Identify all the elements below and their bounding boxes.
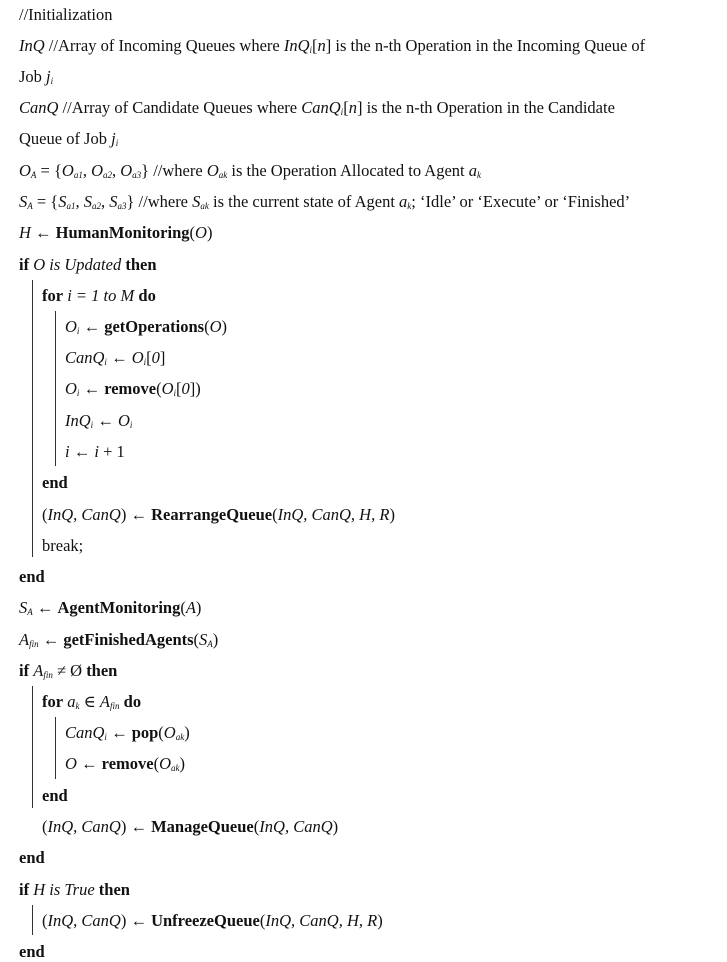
function-name: pop <box>131 723 159 742</box>
var-canq: CanQ <box>293 817 333 836</box>
var-r: R <box>367 911 378 930</box>
var-canq: CanQ <box>311 505 351 524</box>
break-line <box>42 536 83 556</box>
index: 0 <box>151 348 160 367</box>
var-a: a <box>399 192 408 211</box>
var-h: H <box>359 505 372 524</box>
subscript: ak <box>200 201 209 211</box>
get-finished-agents-line: $A_{fin}$ ← $getFinishedAgents(S_A)$ <box>19 630 219 649</box>
subscript: i <box>309 45 313 55</box>
var-s: S <box>192 192 201 211</box>
inq-definition: InQ //Array of Incoming Queues where InQ$_i$[n] is the n-th Operation in the Incoming Queue of <box>19 36 646 55</box>
if-human-true <box>19 880 130 900</box>
subscript: i <box>76 326 80 336</box>
var-o: O <box>161 379 174 398</box>
function-name: ManageQueue <box>151 817 254 836</box>
var-n: n <box>317 36 326 55</box>
var-canqi: CanQ <box>65 723 105 742</box>
subscript: i <box>129 420 133 430</box>
var-o: O <box>209 317 222 336</box>
var-o: O <box>120 161 133 180</box>
var-h: H <box>19 223 31 242</box>
subscript: a1 <box>66 201 76 211</box>
text: , <box>303 505 312 524</box>
pop-line: CanQ$_i$ ← $pop(O_{ak})$ <box>65 723 190 742</box>
block-bar-for-agent <box>55 717 56 779</box>
text: , <box>112 161 121 180</box>
var-canqi: CanQ <box>301 98 341 117</box>
manage-queue-line: (InQ, CanQ) ← ManageQueue(InQ, CanQ) <box>42 817 339 836</box>
subscript: fin <box>43 670 53 680</box>
comment-text: //where <box>134 192 193 211</box>
function-name: HumanMonitoring <box>55 223 190 242</box>
var-s: S <box>199 630 208 649</box>
end-if-finished <box>19 848 45 868</box>
text: = { <box>32 192 59 211</box>
comment-text: is the Operation Allocated to Agent <box>227 161 469 180</box>
var-j: j <box>46 67 51 86</box>
text: , <box>371 505 380 524</box>
keyword-then: then <box>125 255 157 274</box>
comment-text: //Array of Candidate Queues where <box>58 98 302 117</box>
var-canq: CanQ <box>81 911 121 930</box>
var-h: H <box>33 880 46 899</box>
subscript: a2 <box>103 170 112 180</box>
subscript: fin <box>110 701 120 711</box>
subscript: k <box>75 701 80 711</box>
text: ≠ Ø <box>52 661 87 680</box>
condition: is True <box>49 880 95 899</box>
increment-line <box>65 442 125 462</box>
text: , <box>338 911 347 930</box>
var-i: i <box>94 442 99 461</box>
var-inq: InQ <box>265 911 292 930</box>
subscript: i <box>104 357 107 367</box>
subscript: i <box>115 138 119 148</box>
function-name: remove <box>101 754 154 773</box>
var-s: S <box>19 598 28 617</box>
subscript: i <box>173 388 177 398</box>
keyword-end: end <box>19 567 45 586</box>
var-inq: InQ <box>19 36 45 55</box>
if-finished-not-empty <box>19 661 117 685</box>
block-bar-for <box>55 311 56 466</box>
text: , <box>73 911 82 930</box>
var-n: n <box>348 98 357 117</box>
comment-text: //where <box>149 161 207 180</box>
subscript: A <box>27 201 33 211</box>
var-o: O <box>33 255 46 274</box>
text: = { <box>36 161 62 180</box>
sa-definition <box>19 192 630 216</box>
for-loop <box>42 286 156 306</box>
subscript: i <box>143 357 147 367</box>
canq-assign-line: CanQ$_i$ ← $O_i[0]$ <box>65 348 166 367</box>
var-s: S <box>58 192 67 211</box>
var-a: a <box>468 161 477 180</box>
var-canqi: CanQ <box>65 348 105 367</box>
var-inq: InQ <box>47 817 74 836</box>
canq-definition-cont <box>19 129 118 153</box>
subscript: k <box>407 201 412 211</box>
unfreeze-queue-line: (InQ, CanQ) ← UnfreezeQueue(InQ, CanQ, H, R) <box>42 911 383 930</box>
arrow: ← <box>79 317 105 336</box>
function-name: AgentMonitoring <box>57 598 181 617</box>
inq-assign-line <box>65 411 132 435</box>
text: , <box>75 192 84 211</box>
subscript: fin <box>29 639 39 649</box>
var-o: O <box>91 161 103 180</box>
subscript: ak <box>171 763 180 773</box>
var-o: O <box>65 754 77 773</box>
canq-definition: CanQ //Array of Candidate Queues where CanQ$_i$[n] is the n-th Operation in the Candidate <box>19 98 615 117</box>
function-name: getFinishedAgents <box>63 630 194 649</box>
keyword-then: then <box>86 661 118 680</box>
text: + 1 <box>98 442 125 461</box>
oa-definition <box>19 161 481 185</box>
subscript: i <box>90 420 94 430</box>
remove-line: $O_i$ ← $remove(O_i[0])$ <box>65 379 201 398</box>
var-canq: CanQ <box>81 817 121 836</box>
function-name: getOperations <box>104 317 205 336</box>
var-h: H <box>346 911 359 930</box>
arrow: ← <box>30 223 56 242</box>
agent-monitoring-line: $S_A$ ← AgentMonitoring(A) <box>19 598 202 617</box>
keyword-do: do <box>138 286 156 305</box>
range: = 1 to <box>71 286 121 305</box>
text: , <box>82 161 92 180</box>
comment-text: is the current state of Agent <box>208 192 400 211</box>
function-name: remove <box>104 379 157 398</box>
keyword-if: if <box>19 661 30 680</box>
arrow: ← <box>79 379 105 398</box>
text: } <box>141 161 150 180</box>
subscript: A <box>207 639 213 649</box>
var-o: O <box>61 161 74 180</box>
var-m: M <box>120 286 135 305</box>
subscript: a1 <box>73 170 83 180</box>
text: , <box>358 911 368 930</box>
element-of: ∈ <box>79 692 100 711</box>
var-o: O <box>65 379 77 398</box>
keyword-for: for <box>42 692 64 711</box>
human-monitoring-line: H ← HumanMonitoring(O) <box>19 223 213 242</box>
var-j: j <box>111 129 116 148</box>
text: , <box>73 505 82 524</box>
if-updated <box>19 255 157 275</box>
subscript: i <box>104 732 107 742</box>
var-o: O <box>195 223 207 242</box>
var-a: A <box>19 630 30 649</box>
var-a: A <box>33 661 44 680</box>
function-name: UnfreezeQueue <box>151 911 260 930</box>
var-inqi: InQ <box>65 411 91 430</box>
text: } <box>126 192 135 211</box>
keyword-end: end <box>42 473 68 492</box>
var-inq: InQ <box>277 505 304 524</box>
arrow: ← <box>32 598 58 617</box>
block-bar-if-human <box>32 905 33 935</box>
keyword-if: if <box>19 880 30 899</box>
var-inq: InQ <box>259 817 285 836</box>
function-name: RearrangeQueue <box>151 505 273 524</box>
var-o: O <box>159 754 172 773</box>
subscript: a2 <box>91 201 101 211</box>
arrow: ← <box>106 348 132 367</box>
rearrange-queue-line: (InQ, CanQ) ← RearrangeQueue(InQ, CanQ, H, R) <box>42 505 395 524</box>
var-o: O <box>65 317 77 336</box>
var-inq: InQ <box>47 911 74 930</box>
var-o: O <box>131 348 144 367</box>
var-a: A <box>99 692 111 711</box>
var-canq: CanQ <box>19 98 59 117</box>
comment-text: //Initialization <box>19 5 113 24</box>
keyword-break: break; <box>42 536 84 555</box>
comment-text: is the n-th Operation in the Candidate <box>362 98 615 117</box>
var-a: A <box>185 598 196 617</box>
var-inqi: InQ <box>283 36 310 55</box>
var-o: O <box>19 161 31 180</box>
var-a: a <box>67 692 76 711</box>
text: , <box>284 817 294 836</box>
block-bar-if-updated <box>32 280 33 557</box>
var-canq: CanQ <box>299 911 339 930</box>
arrow: ← <box>126 911 152 930</box>
var-i: i <box>65 442 70 461</box>
subscript: a3 <box>132 170 142 180</box>
keyword-for: for <box>42 286 64 305</box>
remove-agent-op-line: O ← $remove(O_{ak})$ <box>65 754 186 773</box>
keyword-end: end <box>42 786 68 805</box>
text: , <box>73 817 82 836</box>
comment-text: is the n-th Operation in the Incoming Queue of <box>331 36 646 55</box>
subscript: k <box>477 170 481 180</box>
var-s: S <box>83 192 92 211</box>
text: Job <box>19 67 42 86</box>
subscript: i <box>50 76 54 86</box>
subscript: A <box>30 170 37 180</box>
arrow: ← <box>38 630 64 649</box>
var-s: S <box>19 192 28 211</box>
subscript: A <box>27 607 33 617</box>
var-o: O <box>163 723 176 742</box>
var-o: O <box>206 161 219 180</box>
var-r: R <box>379 505 390 524</box>
arrow: ← <box>76 754 102 773</box>
subscript: i <box>340 107 344 117</box>
var-s: S <box>109 192 118 211</box>
subscript: a3 <box>117 201 127 211</box>
end-for-agent <box>42 786 68 806</box>
var-o: O <box>117 411 130 430</box>
end-if-human <box>19 942 45 962</box>
condition: is Updated <box>49 255 122 274</box>
arrow: ← <box>93 411 118 430</box>
text: , <box>350 505 360 524</box>
inq-definition-cont <box>19 67 53 91</box>
text: , <box>291 911 300 930</box>
comment-initialization <box>19 5 112 25</box>
get-operations-line: $O_i$ ← getOperations(O) <box>65 317 228 336</box>
for-each-agent <box>42 692 141 716</box>
arrow: ← <box>126 817 152 836</box>
arrow: ← <box>69 442 95 461</box>
keyword-end: end <box>19 848 45 867</box>
arrow: ← <box>126 505 152 524</box>
end-for <box>42 473 68 493</box>
text: , <box>100 192 110 211</box>
subscript: ak <box>218 170 228 180</box>
keyword-do: do <box>123 692 142 711</box>
subscript: ak <box>175 732 185 742</box>
arrow: ← <box>106 723 132 742</box>
keyword-then: then <box>98 880 130 899</box>
end-if-updated <box>19 567 45 587</box>
var-inq: InQ <box>47 505 74 524</box>
comment-text: ; ‘Idle’ or ‘Execute’ or ‘Finished’ <box>411 192 631 211</box>
keyword-end: end <box>19 942 45 961</box>
index: 0 <box>181 379 190 398</box>
keyword-if: if <box>19 255 30 274</box>
text: Queue of Job <box>19 129 107 148</box>
comment-text: //Array of Incoming Queues where <box>44 36 284 55</box>
subscript: i <box>76 388 80 398</box>
block-bar-if-finished <box>32 686 33 808</box>
var-canq: CanQ <box>81 505 121 524</box>
var-i: i <box>67 286 72 305</box>
